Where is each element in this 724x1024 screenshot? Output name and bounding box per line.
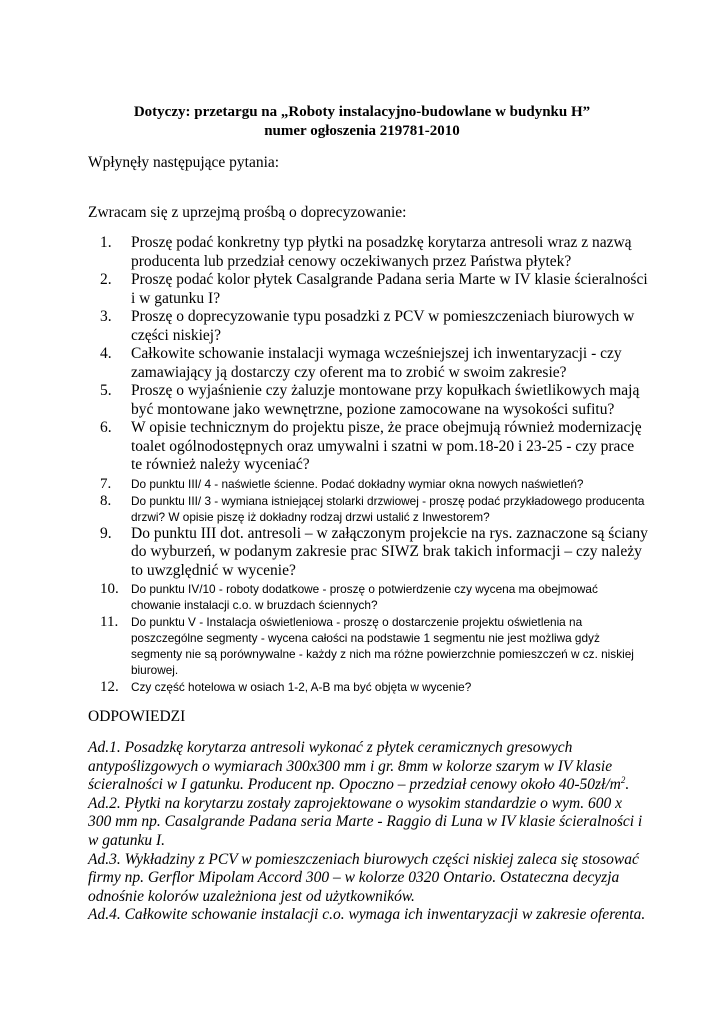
answer-1-end: . (625, 776, 630, 794)
answer-3: Ad.3. Wykładziny z PCV w pomieszczeniach biurowych części niskiej zaleca się stosować firmy np. Gerflor Mipolam Accord 300 – w kolorze 0320 Ontario. Ostateczna decyzja odnośnie kolorów uzależniona jest od użytkowników. (88, 850, 639, 905)
answer-2: Ad.2. Płytki na korytarzu zostały zaprojektowane o wysokim standardzie o wym. 600 x 300 mm np. Casalgrande Padana seria Marte - Raggio di Luna w IV klasie ścieralności i w gatunku I. (88, 794, 643, 849)
list-item-number: 8. (100, 492, 112, 509)
list-item-text: Proszę podać kolor płytek Casalgrande Padana seria Marte w IV klasie ścieralności i w gatunku I? (131, 271, 648, 307)
answer-1 (88, 739, 648, 795)
list-item-number: 2. (100, 271, 112, 288)
list-item-text: Do punktu III/ 4 - naświetle ścienne. Podać dokładny wymiar okna nowych naświetleń? (131, 476, 584, 491)
list-item-text: Proszę podać konkretny typ płytki na posadzkę korytarza antresoli wraz z nazwą producenta lub przedział cenowy oczekiwanych przez Państwa płytek? (131, 234, 632, 270)
intro-text: Wpłynęły następujące pytania: (88, 154, 280, 171)
list-item-text: Do punktu V - Instalacja oświetleniowa - proszę o dostarczenie projektu oświetlenia na poszczególne segmenty - wycena całości na podstawie 1 segmentu nie jest możliwa gdyż segmenty nie są porównywalne - każdy z nich ma różne powierzchnie pomieszczeń w cz. niskiej biurowej. (131, 615, 634, 677)
list-item-text: W opisie technicznym do projektu pisze, że prace obejmują również modernizację toalet ogólnodostępnych oraz umywalni i szatni w pom.18-20 i 23-25 - czy prace te również należy wyceniać? (131, 419, 642, 473)
list-item (88, 271, 648, 308)
answer-4: Ad.4. Całkowite schowanie instalacji c.o. wymaga ich inwentaryzacji w zakresie oferenta. (88, 906, 646, 924)
list-item-number: 5. (100, 382, 112, 399)
list-item (88, 525, 648, 581)
answer-1-superscript: 2 (620, 775, 626, 786)
questions-list (88, 234, 648, 695)
list-item-number: 3. (100, 308, 112, 325)
list-item (88, 234, 648, 271)
list-item-text: Proszę o wyjaśnienie czy żaluzje montowane przy kopułkach świetlikowych mają być montowane jako wewnętrzne, pozione zamocowane na wysokości sufitu? (131, 382, 640, 418)
list-item-text: Czy część hotelowa w osiach 1-2, A-B ma być objęta w wycenie? (131, 680, 472, 694)
list-item (88, 308, 648, 345)
list-item-text: Do punktu III dot. antresoli – w załączonym projekcie na rys. zaznaczone są ściany do wyburzeń, w podanym zakresie prac SIWZ brak takich informacji – czy należy to uwzględnić w wycenie? (131, 524, 648, 579)
answers-section (88, 739, 648, 925)
list-item-number: 4. (100, 345, 112, 362)
list-item (88, 614, 648, 678)
list-item (88, 419, 648, 475)
list-item (88, 382, 648, 419)
list-item-number: 7. (100, 475, 112, 492)
list-item (88, 345, 648, 382)
list-item-text: Do punktu IV/10 - roboty dodatkowe - proszę o potwierdzenie czy wycena ma obejmować chowanie instalacji c.o. w bruzdach ściennych? (131, 582, 598, 612)
request-text: Zwracam się z uprzejmą prośbą o doprecyzowanie: (88, 204, 407, 221)
list-item-number: 1. (100, 234, 112, 251)
list-item-text: Do punktu III/ 3 - wymiana istniejącej stolarki drzwiowej - proszę podać przykładowego producenta drzwi? W opisie piszę iż dokładny rodzaj drzwi ustalić z Inwestorem? (131, 493, 645, 524)
list-item (88, 581, 648, 613)
list-item (88, 679, 648, 695)
header-announcement-number: numer ogłoszenia 219781-2010 (264, 123, 460, 139)
header-title: Dotyczy: przetargu na „Roboty instalacyjno-budowlane w budynku H” (133, 104, 591, 120)
list-item-text: Proszę o doprecyzowanie typu posadzki z PCV w pomieszczeniach biurowych w części niskiej? (131, 308, 635, 344)
list-item-text: Całkowite schowanie instalacji wymaga wcześniejszej ich inwentaryzacji - czy zamawiający ją dostarczy czy oferent ma to zrobić w swoim zakresie? (131, 345, 622, 381)
list-item (88, 493, 648, 525)
answers-heading: ODPOWIEDZI (88, 708, 186, 725)
list-item-number: 9. (100, 524, 112, 542)
list-item-number: 11. (100, 614, 119, 630)
list-item-number: 10. (100, 581, 119, 597)
list-item (88, 476, 648, 492)
list-item-number: 6. (100, 419, 112, 436)
answer-1-text: Ad.1. Posadzkę korytarza antresoli wykonać z płytek ceramicznych gresowych antypoślizgowych o wymiarach 300x300 mm i gr. 8mm w kolorze szarym w IV klasie ścieralności w I gatunku. Producent np. Opoczno – przedział cenowy około 40-50zł/m (88, 739, 621, 794)
list-item-number: 12. (100, 679, 119, 695)
